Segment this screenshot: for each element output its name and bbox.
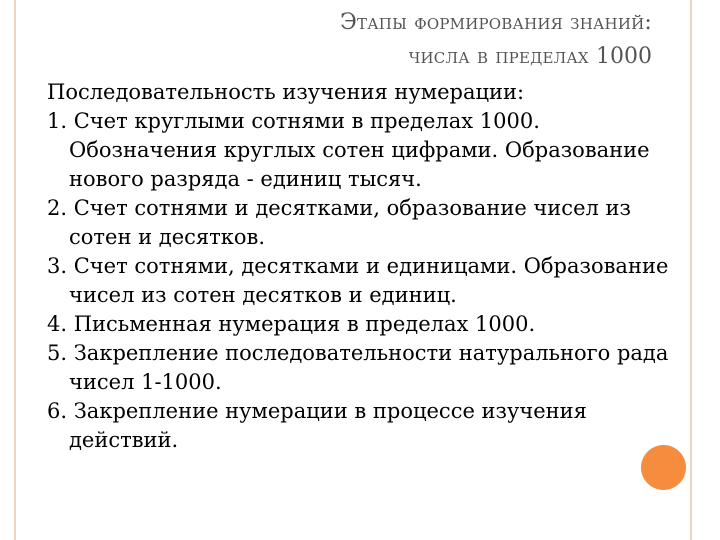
title-line-2-number: 1000 — [596, 44, 652, 69]
slide-body — [47, 78, 687, 455]
list-item-6: 6. Закрепление нумерации в процессе изучения действий. — [47, 399, 587, 452]
title-line-2-text: числа в пределах — [408, 44, 596, 69]
frame-line-left — [14, 0, 16, 540]
decorative-circle — [641, 445, 686, 490]
list-item-4: 4. Письменная нумерация в пределах 1000. — [47, 312, 536, 336]
title-line-2 — [340, 40, 652, 74]
list-item-2: 2. Счет сотнями и десятками, образование чисел из сотен и десятков. — [47, 196, 631, 249]
list-item-3: 3. Счет сотнями, десятками и единицами. Образование чисел из сотен десятков и единиц. — [47, 254, 669, 307]
list-item-5: 5. Закрепление последовательности натурального рада чисел 1-1000. — [47, 341, 669, 394]
intro-line: Последовательность изучения нумерации: — [47, 80, 525, 104]
title-line-1: Этапы формирования знаний: — [340, 10, 652, 35]
frame-line-right — [690, 0, 692, 540]
list-item-1: 1. Счет круглыми сотнями в пределах 1000. Обозначения круглых сотен цифрами. Образование нового разряда - единиц тысяч. — [47, 109, 650, 191]
slide-title — [340, 6, 652, 74]
